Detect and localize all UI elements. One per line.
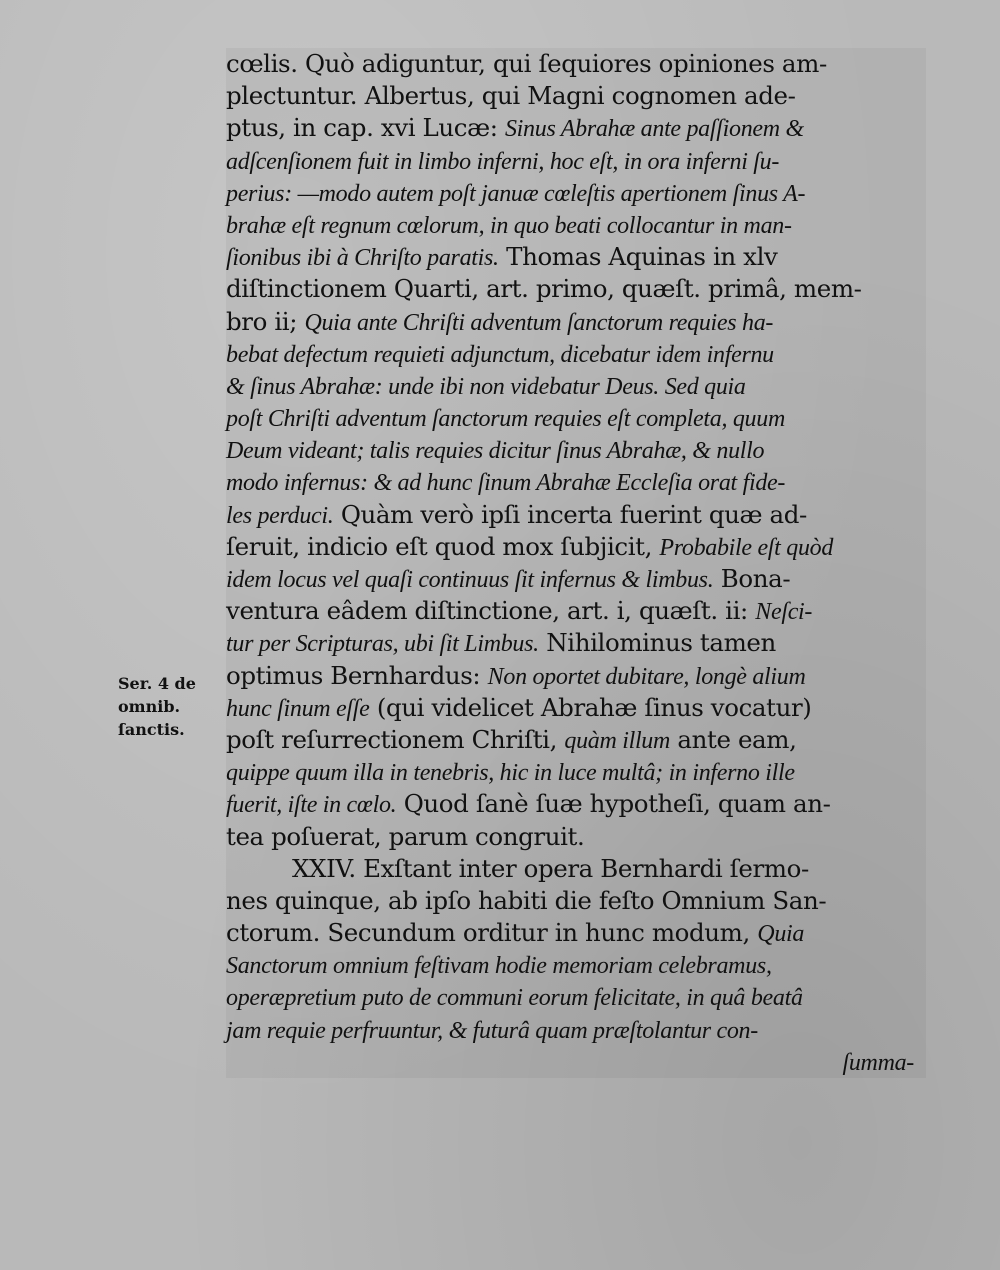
margin-note-line: ſanctis. <box>118 720 185 739</box>
text-line <box>226 692 926 724</box>
text-line <box>226 1046 926 1078</box>
roman-text-segment: cœlis. Quò adiguntur, qui ſequiores opiniones am- <box>226 49 827 78</box>
text-line <box>226 724 926 756</box>
text-line <box>226 112 926 144</box>
italic-text-segment: Neſci- <box>755 599 813 626</box>
text-line <box>226 466 926 498</box>
text-line <box>226 145 926 177</box>
text-line <box>226 917 926 949</box>
italic-text-segment: quippe quum illa in tenebris, hic in luce multâ; in inferno ille <box>226 760 795 787</box>
text-line <box>226 370 926 402</box>
italic-text-segment: brahæ eſt regnum cœlorum, in quo beati collocantur in man- <box>226 212 792 239</box>
margin-note <box>118 672 218 741</box>
italic-text-segment: quàm illum <box>564 727 671 754</box>
text-line <box>226 273 926 305</box>
italic-text-segment: fuerit, iſte in cœlo. <box>226 792 397 819</box>
text-line <box>226 306 926 338</box>
roman-text-segment: ventura eâdem diſtinctione, art. i, quæſt. ii: <box>226 596 756 626</box>
italic-text-segment: Non oportet dubitare, longè alium <box>487 663 806 690</box>
italic-text-segment: adſcenſionem fuit in limbo inferni, hoc eſt, in ora inferni ſu- <box>226 148 780 175</box>
italic-text-segment: operæpretium puto de communi eorum felicitate, in quâ beatâ <box>226 985 803 1012</box>
italic-text-segment: jam requie perfruuntur, & futurâ quam præſtolantur con- <box>226 1017 758 1044</box>
roman-text-segment: XXIV. Exſtant inter opera Bernhardi ſermo- <box>292 853 809 883</box>
roman-text-segment: Quàm verò ipſi incerta fuerint quæ ad- <box>333 499 807 529</box>
roman-text-segment: Thomas Aquinas in xlv <box>498 242 778 272</box>
italic-text-segment: Deum videant; talis requies dicitur ſinus Abrahæ, & nullo <box>226 438 765 465</box>
text-line <box>226 949 926 981</box>
italic-text-segment: perius: —modo autem poſt januæ cœleſtis apertionem ſinus A- <box>226 180 806 207</box>
roman-text-segment: plectuntur. Albertus, qui Magni cognomen ade- <box>226 81 796 111</box>
roman-text-segment: ante eam, <box>670 724 797 754</box>
italic-text-segment: idem locus vel quaſi continuus ſit infernus & limbus. <box>226 567 714 593</box>
roman-text-segment: Bona- <box>713 564 791 593</box>
text-line <box>226 563 926 595</box>
text-line <box>226 1014 926 1046</box>
roman-text-segment: Nihilominus tamen <box>538 628 776 658</box>
text-line <box>226 788 926 820</box>
roman-text-segment: ctorum. Secundum orditur in hunc modum, <box>226 918 758 948</box>
main-text-block <box>226 48 926 1078</box>
text-line <box>226 177 926 209</box>
italic-text-segment: bebat defectum requieti adjunctum, dicebatur idem infernu <box>226 341 774 368</box>
italic-text-segment: Sanctorum omnium feſtivam hodie memoriam celebramus, <box>226 953 772 980</box>
text-line <box>226 48 926 80</box>
roman-text-segment: ſeruit, indicio eſt quod mox ſubjicit, <box>226 531 660 561</box>
text-line <box>226 756 926 788</box>
italic-text-segment: poſt Chriſti adventum ſanctorum requies eſt completa, quum <box>226 406 785 433</box>
text-line <box>226 80 926 112</box>
italic-text-segment: Sinus Abrahæ ante paſſionem & <box>504 116 804 143</box>
roman-text-segment: Quod ſanè ſuæ hypotheſi, quam an- <box>396 789 831 819</box>
italic-text-segment: les perduci. <box>226 502 334 529</box>
text-line <box>226 660 926 692</box>
roman-text-segment: tea poſuerat, parum congruit. <box>226 821 585 851</box>
text-line <box>226 885 926 917</box>
margin-note-line: omnib. <box>118 697 181 716</box>
roman-text-segment: (qui videlicet Abrahæ ſinus vocatur) <box>369 692 812 722</box>
italic-text-segment: Probabile eſt quòd <box>659 534 834 561</box>
italic-text-segment: modo infernus: & ad hunc ſinum Abrahæ Eccleſia orat fide- <box>226 470 786 497</box>
italic-text-segment: ſionibus ibi à Chriſto paratis. <box>226 245 499 272</box>
text-line <box>226 402 926 434</box>
roman-text-segment: poſt reſurrectionem Chriſti, <box>226 724 565 754</box>
text-line <box>226 499 926 531</box>
text-line <box>226 595 926 627</box>
text-line <box>226 853 926 885</box>
text-line <box>226 209 926 241</box>
roman-text-segment: nes quinque, ab ipſo habiti die feſto Omnium San- <box>226 885 827 915</box>
text-line <box>226 627 926 659</box>
italic-text-segment: Quia ante Chriſti adventum ſanctorum requies ha- <box>304 309 774 336</box>
italic-text-segment: Quia <box>757 921 805 948</box>
margin-note-line: Ser. 4 de <box>118 674 196 693</box>
text-line <box>226 434 926 466</box>
italic-text-segment: tur per Scripturas, ubi ſit Limbus. <box>226 631 539 658</box>
italic-text-segment: hunc ſinum eſſe <box>226 695 370 722</box>
italic-text-segment: & ſinus Abrahæ: unde ibi non videbatur Deus. Sed quia <box>226 373 746 400</box>
italic-text-segment: ſumma- <box>842 1049 914 1076</box>
roman-text-segment: ptus, in cap. xvi Lucæ: <box>226 113 505 143</box>
text-line <box>226 981 926 1013</box>
roman-text-segment: optimus Bernhardus: <box>226 660 488 690</box>
text-line <box>226 241 926 273</box>
roman-text-segment: bro ii; <box>226 306 305 336</box>
roman-text-segment: diſtinctionem Quarti, art. primo, quæſt. primâ, mem- <box>226 274 862 304</box>
text-line <box>226 338 926 370</box>
text-line <box>226 821 926 853</box>
text-line <box>226 531 926 563</box>
